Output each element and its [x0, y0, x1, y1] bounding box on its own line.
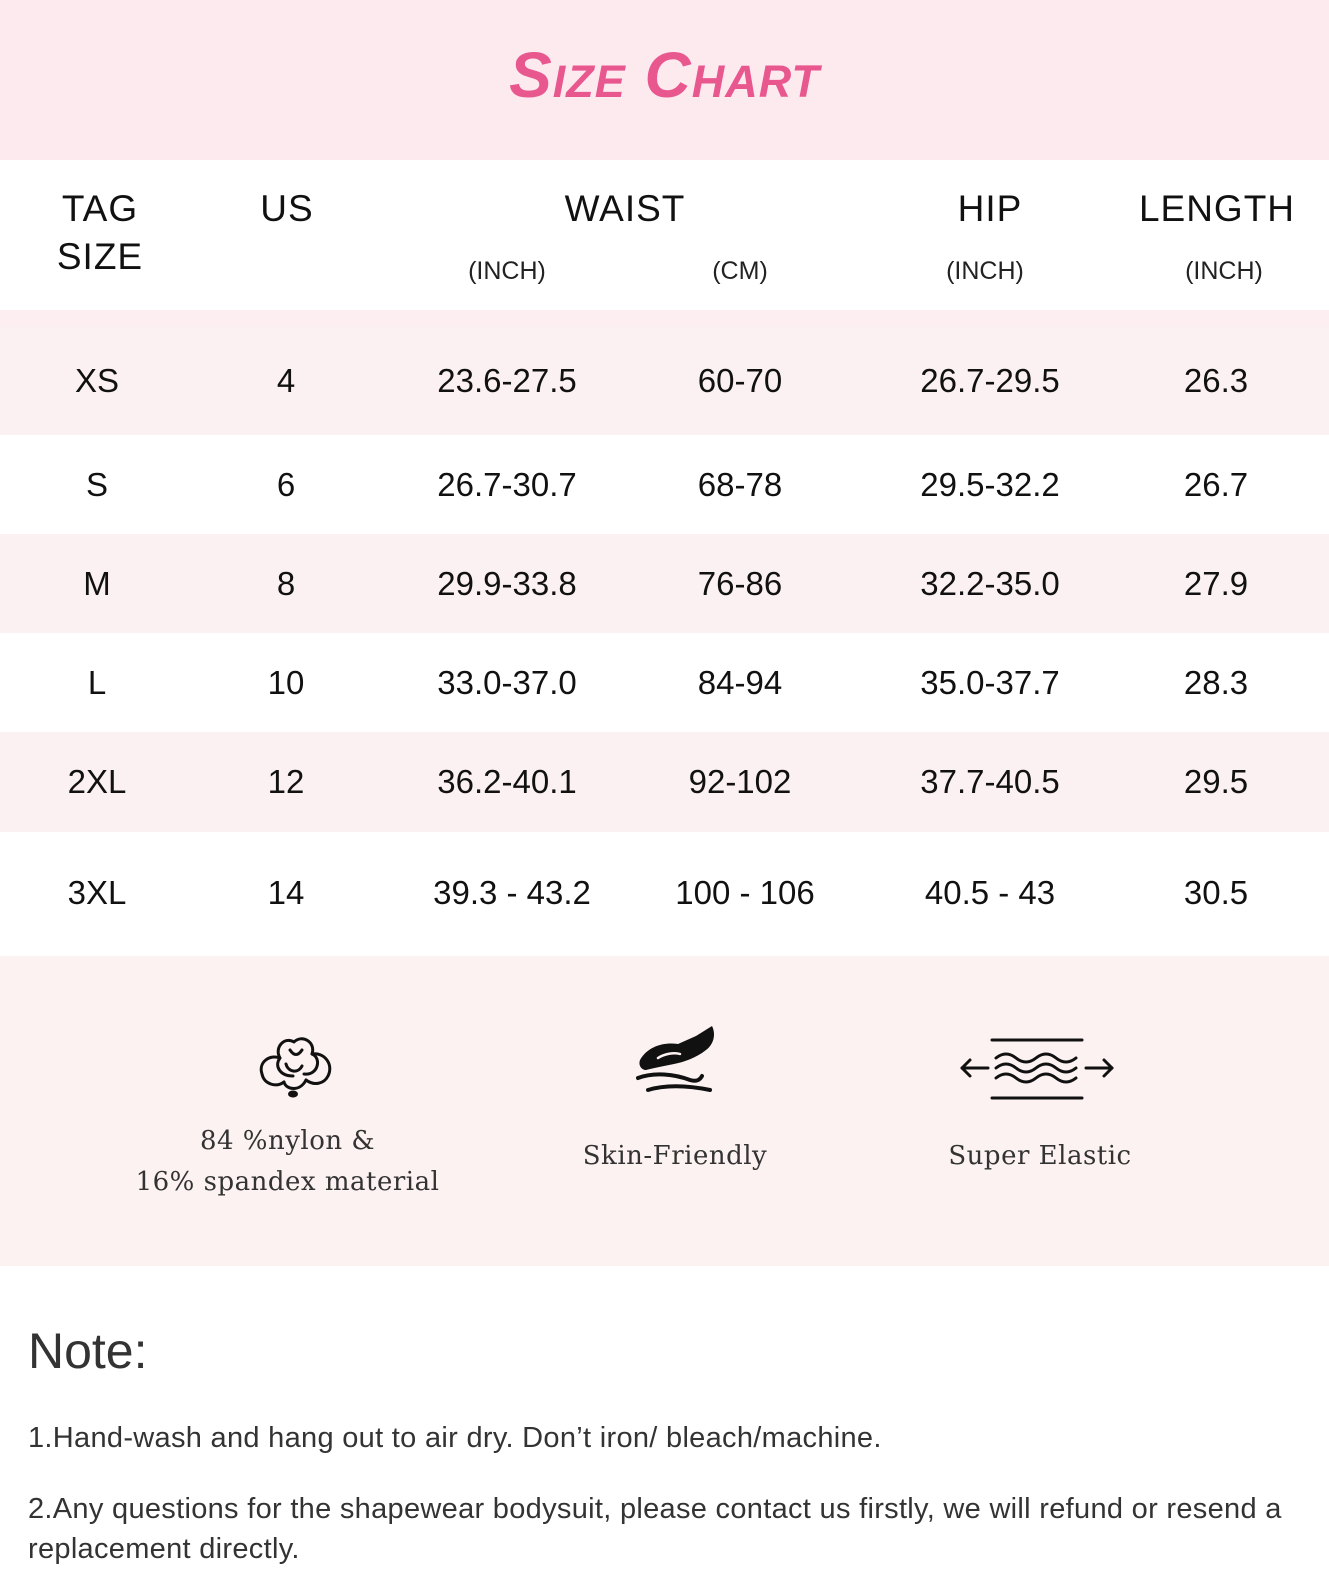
cell-us: 4	[276, 362, 296, 399]
cell-us: 14	[267, 874, 305, 911]
header-separator	[0, 310, 1329, 327]
note-item: 1.Hand-wash and hang out to air dry. Don’t iron/ bleach/machine.	[28, 1422, 882, 1454]
header-hip-inch: (INCH)	[946, 257, 1024, 285]
cell-us: 8	[276, 564, 296, 602]
cotton-icon	[250, 1028, 336, 1104]
feature-super-elastic: Super Elastic	[948, 1141, 1132, 1171]
cell-length-inch: 30.5	[1183, 874, 1249, 911]
table-row	[0, 633, 1329, 732]
cell-waist-cm: 60-70	[697, 362, 783, 399]
cell-hip-inch: 29.5-32.2	[920, 465, 1060, 503]
cell-length-inch: 29.5	[1183, 763, 1249, 800]
cell-waist-cm: 100 - 106	[675, 874, 815, 911]
cell-hip-inch: 40.5 - 43	[924, 874, 1056, 911]
cell-hip-inch: 35.0-37.7	[920, 663, 1060, 701]
table-row	[0, 435, 1329, 534]
note-title: Note:	[28, 1323, 148, 1379]
cell-tag: 3XL	[67, 874, 127, 911]
note-item	[28, 1489, 1308, 1569]
table-row	[0, 732, 1329, 832]
table-row	[0, 327, 1329, 435]
cell-tag: S	[85, 465, 108, 503]
header-tag-size-line1: TAG	[61, 188, 139, 229]
cell-length-inch: 27.9	[1183, 564, 1249, 602]
header-tag-size-line2: SIZE	[56, 236, 144, 277]
cell-waist-inch: 26.7-30.7	[437, 465, 577, 503]
cell-hip-inch: 26.7-29.5	[920, 362, 1060, 399]
stretch-icon	[956, 1036, 1118, 1102]
cell-us: 6	[276, 465, 296, 503]
cell-us: 12	[267, 763, 305, 800]
page-title: Size Chart	[509, 39, 820, 111]
cell-waist-inch: 39.3 - 43.2	[433, 874, 591, 911]
cell-length-inch: 28.3	[1183, 663, 1249, 701]
cell-tag: XS	[74, 362, 120, 399]
features-band	[0, 956, 1329, 1266]
cell-length-inch: 26.7	[1183, 465, 1249, 503]
feature-material-line1: 84 %nylon &	[199, 1126, 376, 1156]
table-row	[0, 534, 1329, 633]
table-row	[0, 832, 1329, 954]
feature-material-line2: 16% spandex material	[135, 1167, 440, 1197]
header-us: US	[260, 188, 314, 229]
cell-waist-cm: 84-94	[697, 663, 783, 701]
cell-tag: L	[87, 663, 107, 701]
header-waist-inch: (INCH)	[468, 257, 546, 285]
header-length: LENGTH	[1138, 188, 1296, 229]
cell-hip-inch: 37.7-40.5	[920, 763, 1060, 800]
cell-waist-cm: 76-86	[697, 564, 783, 602]
cell-waist-inch: 29.9-33.8	[437, 564, 577, 602]
feature-skin-friendly: Skin-Friendly	[582, 1141, 768, 1171]
cell-length-inch: 26.3	[1183, 362, 1249, 399]
cell-tag: 2XL	[67, 763, 127, 800]
header-waist: WAIST	[564, 188, 686, 229]
cell-waist-inch: 36.2-40.1	[437, 763, 577, 800]
cell-us: 10	[267, 663, 305, 701]
note-item-text: 2.Any questions for the shapewear bodysuit, please contact us firstly, we will refund or resend a replacement directly.	[28, 1493, 1282, 1565]
header-waist-cm: (CM)	[712, 257, 768, 285]
cell-waist-inch: 23.6-27.5	[437, 362, 577, 399]
header-length-inch: (INCH)	[1185, 257, 1263, 285]
cell-hip-inch: 32.2-35.0	[920, 564, 1060, 602]
cell-waist-inch: 33.0-37.0	[437, 663, 577, 701]
cell-waist-cm: 92-102	[688, 763, 792, 800]
header-hip: HIP	[957, 188, 1023, 229]
cell-tag: M	[83, 564, 111, 602]
cell-waist-cm: 68-78	[697, 465, 783, 503]
hand-icon	[634, 1024, 722, 1096]
